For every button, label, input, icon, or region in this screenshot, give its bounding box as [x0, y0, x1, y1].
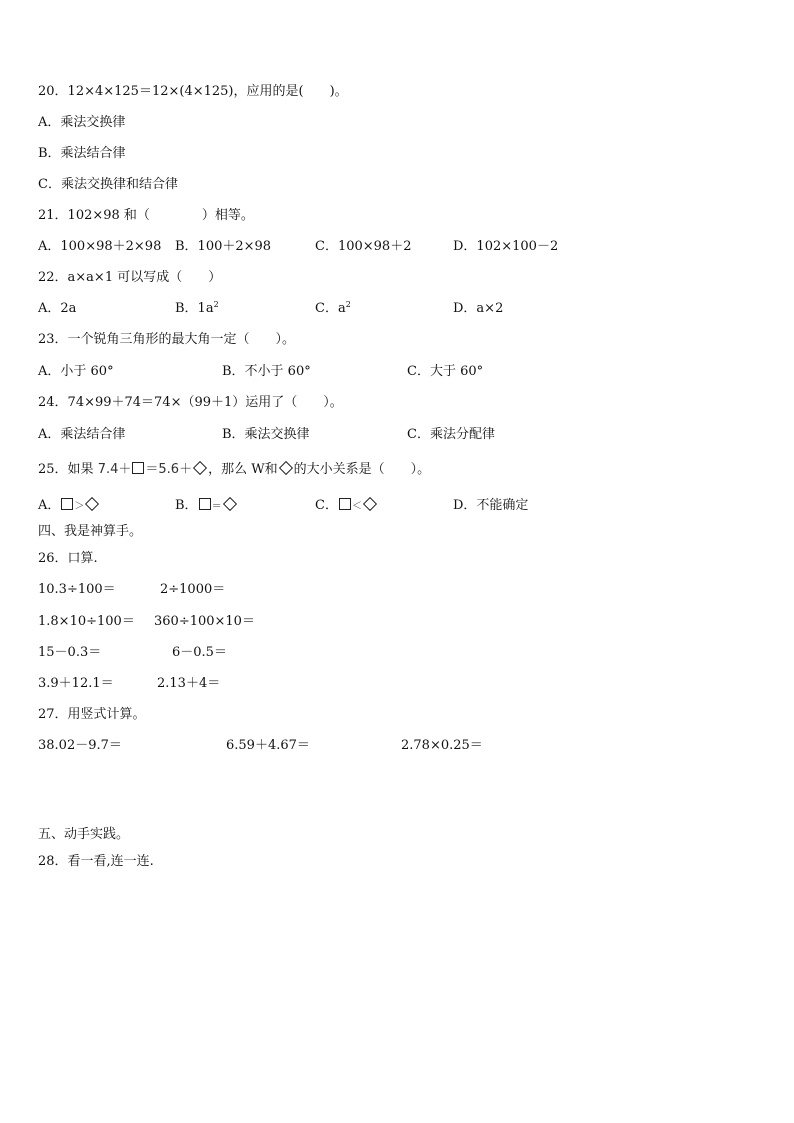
- q22-option-d: D．a×2: [453, 301, 504, 316]
- q23-option-c: C．大于 60°: [407, 364, 484, 379]
- q24-stem: 24．74×99＋74＝74×（99＋1）运用了（ ）。: [38, 395, 343, 410]
- square-icon: [199, 498, 211, 510]
- q25-text-then: ，那么 W和: [208, 462, 278, 477]
- q22-option-b-text: B．1a: [175, 301, 214, 316]
- q20-option-c: C．乘法交换律和结合律: [38, 177, 178, 192]
- q25-number: 25．: [38, 462, 68, 477]
- q26-stem: 26．口算.: [38, 551, 98, 566]
- q26-item: 15－0.3＝: [38, 645, 102, 660]
- diamond-icon: [279, 461, 293, 475]
- q20-stem: 20．12×4×125＝12×(4×125)，应用的是( )。: [38, 84, 348, 99]
- square-icon: [339, 498, 351, 510]
- q22-option-c: [315, 300, 351, 318]
- q24-option-b: B．乘法交换律: [222, 427, 310, 442]
- q26-item: 1.8×10÷100＝: [38, 614, 135, 629]
- diamond-icon: [363, 497, 377, 511]
- q25-equation-left: 7.4＋: [97, 462, 132, 477]
- q23-option-a: A．小于 60°: [38, 364, 114, 379]
- q25-option-b: [175, 497, 238, 516]
- q22-option-b: [175, 300, 219, 318]
- q23-option-b: B．不小于 60°: [222, 364, 311, 379]
- q25-option-a: [38, 497, 100, 516]
- q22-option-b-exponent: 2: [213, 300, 219, 309]
- q25-equation-right: ＝5.6＋: [145, 462, 193, 477]
- q21-option-d: D．102×100－2: [453, 239, 559, 254]
- q27-item: 2.78×0.25＝: [401, 738, 483, 753]
- diamond-icon: [85, 497, 99, 511]
- q24-option-a: A．乘法结合律: [38, 427, 126, 442]
- q22-option-c-text: C．a: [315, 301, 346, 316]
- q25-option-b-label: B．: [175, 498, 198, 513]
- q28-stem: 28．看一看,连一连.: [38, 854, 154, 869]
- q26-item: 2÷1000＝: [160, 582, 226, 597]
- q25-stem: [38, 461, 430, 479]
- q27-item: 38.02－9.7＝: [38, 738, 122, 753]
- section-4-heading: 四、我是神算手。: [38, 524, 143, 539]
- q24-option-c: C．乘法分配律: [407, 427, 495, 442]
- q26-item: 360÷100×10＝: [154, 614, 255, 629]
- q23-stem: 23．一个锐角三角形的最大角一定（ ）。: [38, 332, 296, 347]
- q27-item: 6.59＋4.67＝: [226, 738, 310, 753]
- square-icon: [61, 498, 73, 510]
- q26-item: 6－0.5＝: [172, 645, 227, 660]
- q25-option-b-op: ＝: [211, 501, 222, 512]
- q27-stem: 27．用竖式计算。: [38, 707, 146, 722]
- diamond-icon: [193, 461, 207, 475]
- q22-option-c-exponent: 2: [345, 300, 351, 309]
- q26-item: 3.9＋12.1＝: [38, 676, 114, 691]
- q20-option-b: B．乘法结合律: [38, 146, 126, 161]
- q26-item: 2.13＋4＝: [157, 676, 221, 691]
- q20-option-a: A．乘法交换律: [38, 115, 126, 130]
- q25-option-c-op: ＜: [351, 501, 362, 512]
- q25-option-a-label: A．: [38, 498, 61, 513]
- diamond-icon: [222, 497, 236, 511]
- q22-stem: 22．a×a×1 可以写成（ ）: [38, 270, 222, 285]
- q21-option-a: A．100×98＋2×98: [38, 239, 162, 254]
- q25-text-relation: 的大小关系是（ ）。: [293, 462, 431, 477]
- q25-option-c-label: C．: [315, 498, 338, 513]
- q22-option-a: A．2a: [38, 301, 77, 316]
- q21-stem: 21．102×98 和（ ）相等。: [38, 208, 254, 223]
- q26-item: 10.3÷100＝: [38, 582, 116, 597]
- q25-option-d: D．不能确定: [453, 498, 529, 513]
- q25-option-c: [315, 497, 378, 516]
- square-icon: [132, 462, 144, 474]
- q25-text-if: 如果: [67, 462, 94, 477]
- q25-option-a-op: ＞: [74, 501, 85, 512]
- section-5-heading: 五、动手实践。: [38, 827, 130, 842]
- q21-option-c: C．100×98＋2: [315, 239, 412, 254]
- q21-option-b: B．100＋2×98: [175, 239, 272, 254]
